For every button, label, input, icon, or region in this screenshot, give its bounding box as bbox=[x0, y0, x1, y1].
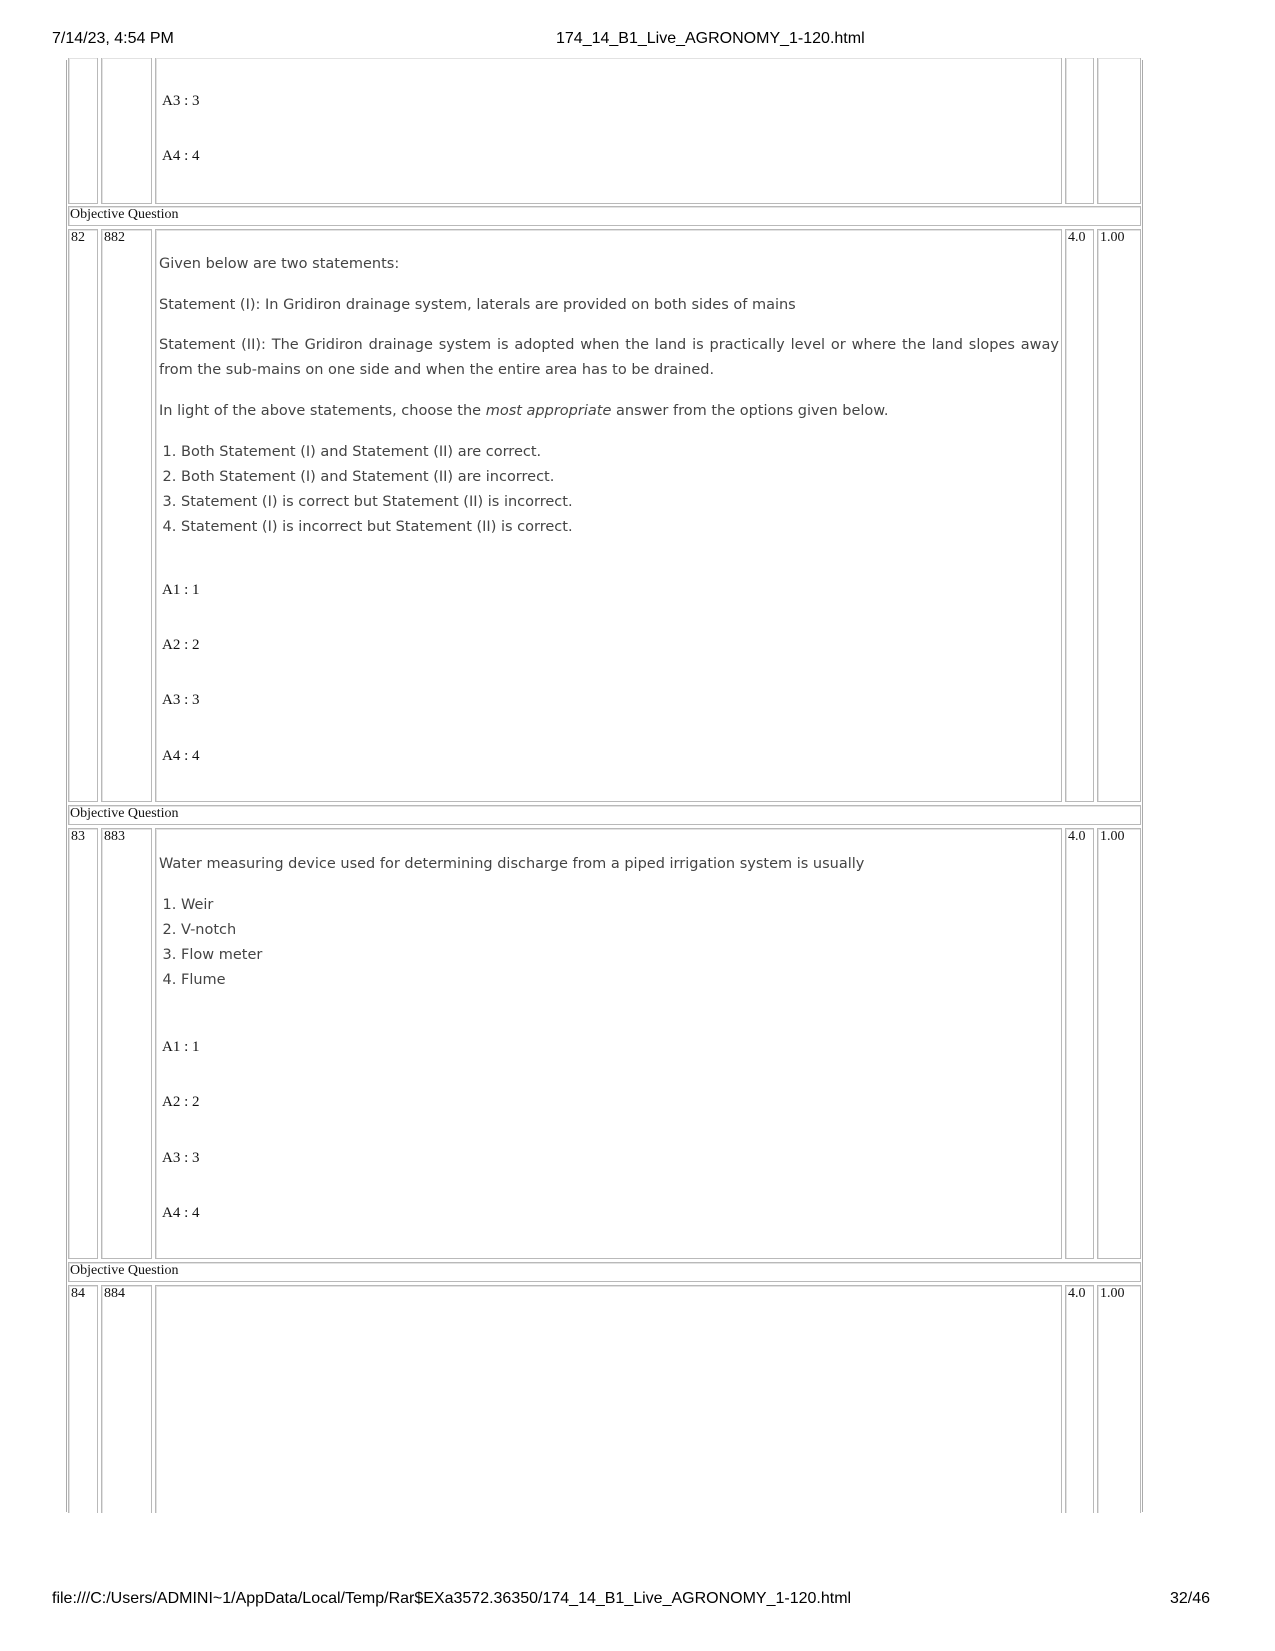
question-body bbox=[159, 252, 1059, 540]
option-item: 2. V-notch bbox=[181, 918, 1059, 943]
question-intro: Given below are two statements: bbox=[159, 256, 400, 272]
marks-cell bbox=[1065, 828, 1094, 1259]
prev-answer-a4: A4 : 4 bbox=[162, 148, 200, 164]
print-title: 174_14_B1_Live_AGRONOMY_1-120.html bbox=[556, 30, 865, 47]
question-type-bar bbox=[68, 805, 1141, 825]
qid-cell bbox=[101, 1285, 152, 1513]
option-item: 3. Statement (I) is correct but Statement (II) is incorrect. bbox=[181, 490, 1059, 515]
question-instruction bbox=[159, 399, 1059, 424]
negative-marks-cell bbox=[1097, 828, 1141, 1259]
question-body bbox=[159, 852, 1059, 993]
marks-cell bbox=[1065, 229, 1094, 802]
answer-a1: A1 : 1 bbox=[162, 1039, 200, 1055]
print-file-path: file:///C:/Users/ADMINI~1/AppData/Local/Temp/Rar$EXa3572.36350/174_14_B1_Live_AGRONOMY_1-120.html bbox=[52, 1590, 852, 1607]
question-type-label: Objective Question bbox=[70, 207, 179, 222]
serial-number: 84 bbox=[71, 1286, 85, 1301]
negative-marks-value: 1.00 bbox=[1100, 230, 1125, 245]
option-item: 3. Flow meter bbox=[181, 943, 1059, 968]
qid-cell bbox=[101, 828, 152, 1259]
print-page-number: 32/46 bbox=[1170, 1590, 1211, 1607]
prev-qid-cell bbox=[101, 58, 152, 204]
answer-a4: A4 : 4 bbox=[162, 1205, 200, 1221]
question-type-bar bbox=[68, 1262, 1141, 1282]
instruction-text-end: answer from the options given below. bbox=[611, 403, 889, 419]
negative-marks-value: 1.00 bbox=[1100, 829, 1125, 844]
option-item: 1. Weir bbox=[181, 893, 1059, 918]
option-item: 4. Flume bbox=[181, 968, 1059, 993]
print-datetime: 7/14/23, 4:54 PM bbox=[52, 30, 174, 47]
negative-marks-cell bbox=[1097, 229, 1141, 802]
prev-question-cell bbox=[155, 58, 1062, 204]
option-item: 2. Both Statement (I) and Statement (II) are incorrect. bbox=[181, 465, 1059, 490]
statement-two: Statement (II): The Gridiron drainage system is adopted when the land is practically level or where the land slopes away from the sub-mains on one side and when the entire area has to be drained. bbox=[159, 337, 1059, 378]
serial-number: 82 bbox=[71, 230, 85, 245]
answer-a4: A4 : 4 bbox=[162, 748, 200, 764]
option-list bbox=[159, 440, 1059, 540]
marks-cell bbox=[1065, 1285, 1094, 1513]
option-list bbox=[159, 893, 1059, 993]
option-item: 1. Both Statement (I) and Statement (II) are correct. bbox=[181, 440, 1059, 465]
answer-a3: A3 : 3 bbox=[162, 692, 200, 708]
negative-marks-cell bbox=[1097, 1285, 1141, 1513]
sno-cell bbox=[68, 828, 98, 1259]
instruction-emphasis: most appropriate bbox=[485, 403, 612, 419]
question-type-label: Objective Question bbox=[70, 806, 179, 821]
marks-value: 4.0 bbox=[1068, 230, 1086, 245]
option-item: 4. Statement (I) is incorrect but Statement (II) is correct. bbox=[181, 515, 1059, 540]
answer-a2: A2 : 2 bbox=[162, 637, 200, 653]
question-id: 884 bbox=[104, 1286, 125, 1301]
question-id: 882 bbox=[104, 230, 125, 245]
prev-marks-cell bbox=[1065, 58, 1094, 204]
question-type-bar bbox=[68, 206, 1141, 226]
negative-marks-value: 1.00 bbox=[1100, 1286, 1125, 1301]
answer-a3: A3 : 3 bbox=[162, 1150, 200, 1166]
question-id: 883 bbox=[104, 829, 125, 844]
marks-value: 4.0 bbox=[1068, 829, 1086, 844]
sno-cell bbox=[68, 229, 98, 802]
statement-one: Statement (I): In Gridiron drainage system, laterals are provided on both sides of mains bbox=[159, 297, 796, 313]
prev-negative-cell bbox=[1097, 58, 1141, 204]
serial-number: 83 bbox=[71, 829, 85, 844]
question-type-label: Objective Question bbox=[70, 1263, 179, 1278]
answer-a1: A1 : 1 bbox=[162, 582, 200, 598]
sno-cell bbox=[68, 1285, 98, 1513]
question-cell bbox=[155, 1285, 1062, 1513]
answer-a2: A2 : 2 bbox=[162, 1094, 200, 1110]
qid-cell bbox=[101, 229, 152, 802]
prev-answer-a3: A3 : 3 bbox=[162, 93, 200, 109]
question-text: Water measuring device used for determining discharge from a piped irrigation system is usually bbox=[159, 856, 865, 872]
instruction-text: In light of the above statements, choose the bbox=[159, 403, 486, 419]
marks-value: 4.0 bbox=[1068, 1286, 1086, 1301]
prev-sno-cell bbox=[68, 58, 98, 204]
